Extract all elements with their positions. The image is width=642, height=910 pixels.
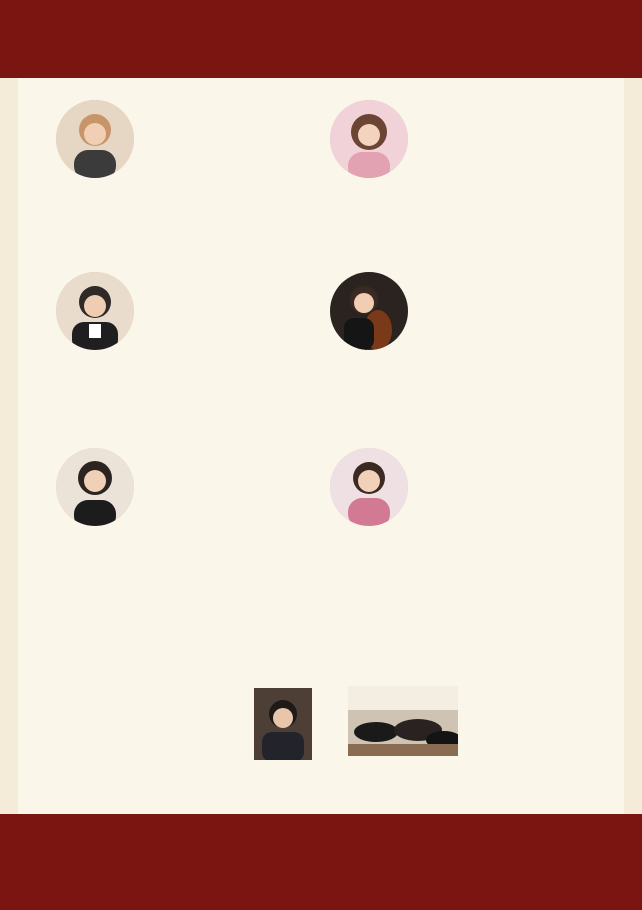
artist-photo [330, 448, 408, 526]
artist-saitoh [56, 272, 318, 452]
artist-photo [56, 448, 134, 526]
rose-border-bottom-art [0, 814, 642, 910]
artist-name-row [414, 450, 420, 469]
artist-name-row [140, 450, 146, 469]
rose-border-top-art [0, 0, 642, 78]
artist-name-row [140, 102, 146, 121]
artist-photo [330, 272, 408, 350]
artist-asano [56, 448, 318, 628]
artist-name-row [414, 102, 420, 121]
showroom-photo [348, 686, 458, 756]
artist-ohtani [56, 100, 318, 290]
artist-name-row [414, 274, 420, 293]
rose-border-bottom [0, 814, 642, 910]
artist-tominaga [330, 100, 600, 290]
artist-photo [330, 100, 408, 178]
critic-body [52, 640, 312, 761]
artist-miyatani [330, 448, 600, 628]
artist-name-row [140, 274, 146, 293]
critic-photo [254, 688, 312, 760]
bosendorfer-section [348, 640, 598, 805]
rose-border-top [0, 0, 642, 78]
artist-photo [56, 100, 134, 178]
critic-text-col [52, 640, 248, 761]
artist-hasegawa [330, 272, 600, 452]
critic-section [52, 632, 312, 802]
bosendorfer-logo [348, 640, 598, 660]
critic-photo-col [254, 688, 312, 761]
artist-photo [56, 272, 134, 350]
